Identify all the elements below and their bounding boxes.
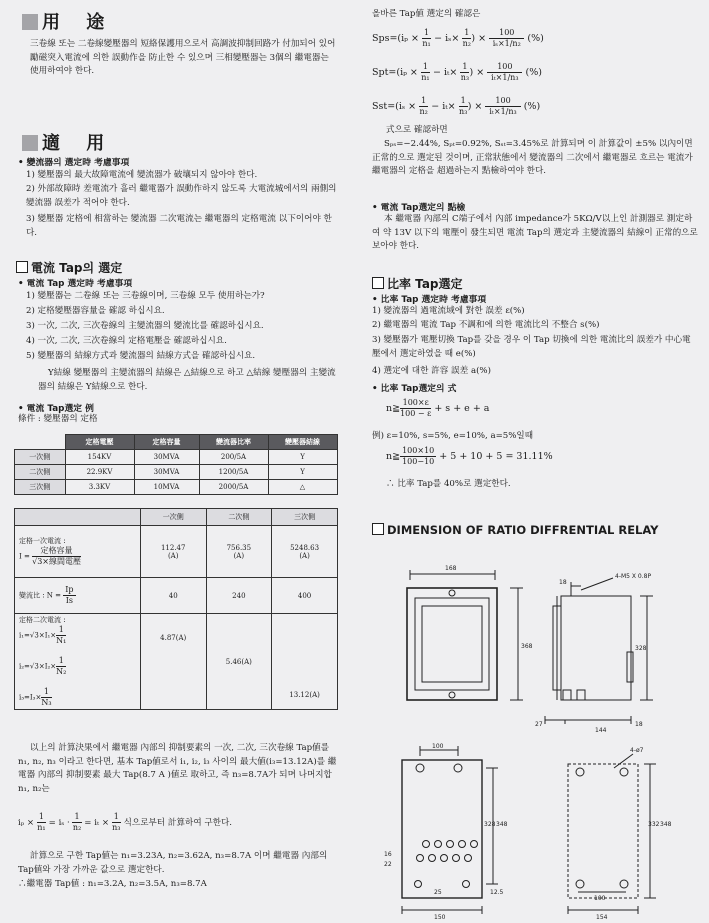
ct-item-2: 2) 外部故障時 差電流가 흘러 繼電器가 誤動作하지 않도록 大電流城에서의 兩側의 變流器 誤差가 적어야 한다. (26, 184, 337, 208)
bottom-paragraph-3: ∴繼電器 Tap値 : n₁=3.2A, n₂=3.5A, n₃=8.7A (18, 879, 207, 889)
dim-label: 27 (535, 721, 543, 728)
bottom-paragraph-1: 以上의 計算決果에서 繼電器 內部의 抑制要素의 一次, 二次, 三次卷線 Tap値를 n₁, n₂, n₃ 이라고 한다면, 基本 Tap値로서 i₁, i₂, i₃ 사이의 最大値(i₃=13.12A)를 繼電器 內部의 抑制要素 最大 Tap(8.7 A )値로 取하고, 즉 n₃=8.7A가 되며 나머지합 n₁, n₂는 (18, 743, 337, 794)
tap-example-heading: • 電流 Tap選定 例 (18, 404, 94, 414)
dim-label: 348 (660, 821, 672, 828)
ratio-item-2: 2) 繼電器의 電流 Tap 不調和에 의한 電流比의 不整合 s(%) (372, 320, 600, 330)
row-label: 定格一次電流 : (19, 537, 66, 545)
spt-formula: Spt=(iₚ × $\frac{1}{\text{n₁}}$ − iₜ× $\frac{1}{\text{n₃}}$ ) × $\frac{100}{\text{iₜ×1/n₃}}$ (%) (372, 62, 542, 82)
dim-label: 22 (384, 861, 392, 868)
tap-item-1: 1) 變壓器는 二卷線 또는 三卷線이며, 三卷線 모두 使用하는가? (26, 291, 265, 301)
section-title-ratio: 比率 Tap選定 (372, 275, 463, 292)
ratio-formula-heading: • 比率 Tap選定의 式 (372, 384, 457, 394)
col-header: 變流器比率 (199, 435, 268, 450)
dimension-title: DIMENSION OF RATIO DIFFRENTIAL RELAY (372, 523, 659, 537)
table-row: 一次側 154KV 30MVA 200/5A Y (15, 450, 338, 465)
col-header: 一次側 (140, 509, 206, 526)
section-title-tap: 電流 Tap의 選定 (16, 259, 122, 276)
current-calc-table (14, 508, 338, 710)
dim-label: 348 (496, 821, 508, 828)
table-row: 二次側 22.9KV 30MVA 1200/5A Y (15, 465, 338, 480)
tap-item-4: 4) 一次, 二次, 三次卷線의 定格電壓을 確認하십시요. (26, 336, 227, 346)
result-text: Sₚₛ=−2.44%, Sₚₜ=0.92%, Sₛₜ=3.45%로 計算되며 이 計算값이 ±5% 以內이면 正常的으로 選定된 것이며, 正常狀態에서 變流器의 二次에서 繼電器로 흐르는 電流가 繼電器의 定格을 超過하는지 點檢하여야 한다. (372, 139, 693, 176)
ratio-heading: • 比率 Tap 選定時 考慮事項 (372, 295, 487, 305)
section-title-apply: 適 用 (22, 129, 114, 155)
check-heading: • 電流 Tap選定의 點檢 (372, 203, 466, 213)
tap-item-3: 3) 一次, 二次, 三次卷線의 主變流器의 變流比를 確認하십시요. (26, 321, 264, 331)
tap-item-2: 2) 定格變壓器容量을 確認 하십시요. (26, 306, 165, 316)
sst-formula: Sst=(iₛ × $\frac{1}{\text{n₂}}$ − iₜ× $\frac{1}{\text{n₃}}$ ) × $\frac{100}{\text{iₜ×1/n₃}}$ (%) (372, 96, 541, 116)
tap-note: Y結線 變壓器의 主變流器의 結線은 △結線으로 하고 △結線 變壓器의 主變流器의 結線은 Y結線으로 한다. (38, 368, 336, 392)
dim-label: 168 (445, 565, 457, 572)
sps-formula: Sps=(iₚ × $\frac{1}{\text{n₁}}$ − iₛ× $\frac{1}{\text{n₂}}$ ) × $\frac{100}{\text{iₛ×1/n₂}}$ (%) (372, 28, 544, 48)
dim-label: 328 (484, 821, 496, 828)
dim-label: 25 (434, 889, 442, 896)
transformer-rating-table (14, 434, 338, 495)
dim-label: 18 (635, 721, 643, 728)
tap-heading: • 電流 Tap 選定時 考慮事項 (18, 279, 133, 289)
use-body: 三卷線 또는 二卷線變壓器의 短絡保護用으로서 高調波抑制回路가 付加되어 있어 勵磁突入電流에 의한 誤動作을 防止한 수 있으며 三相變壓器는 3個의 繼電器는 使用하여야 한다. (30, 39, 336, 76)
ratio-conclusion: ∴ 比率 Tap를 40%로 選定한다. (386, 479, 511, 489)
tap-condition: 條件 : 變壓器의 定格 (18, 414, 98, 424)
col-header: 二次側 (206, 509, 272, 526)
dim-label: 4-M5 X 0.8P (615, 573, 652, 580)
ratio-example: 例) ε=10%, s=5%, e=10%, a=5%일때 (372, 431, 534, 441)
tap-ratio-formula: iₚ × $\frac{1}{\text{n₁}}$ = iₛ · $\frac{1}{\text{n₂}}$ = iₜ × $\frac{1}{\text{n₃}}$ 식으로부터 計算하여 구한다. (18, 812, 232, 832)
col-header: 定格電壓 (65, 435, 134, 450)
table-row: 三次側 3.3KV 10MVA 2000/5A △ (15, 480, 338, 495)
relay-front-view-drawing (395, 560, 695, 740)
dim-label: 332 (648, 821, 660, 828)
section-title-use: 用 途 (22, 8, 114, 34)
dim-label: 368 (521, 643, 533, 650)
check-body: 本 繼電器 內部의 C端子에서 內部 impedance가 5KΩ/V以上인 計測器로 測定하여 약 13V 以下의 電壓이 發生되면 電流 Tap의 選定과 主變流器의 結線이 正常的으로 보아야 한다. (372, 214, 698, 251)
dim-label: 144 (595, 727, 607, 734)
col-header: 三次側 (272, 509, 338, 526)
dim-label: 150 (434, 914, 446, 920)
ct-select-heading: • 變流器의 選定時 考慮事項 (18, 158, 130, 168)
ratio-item-4: 4) 選定에 대한 許容 誤差 a(%) (372, 366, 491, 376)
dim-label: 100 (594, 895, 606, 902)
dim-label: 154 (596, 914, 608, 920)
table-row: 變流比 : N = $\frac{Ip}{Is}$ 40 240 400 (15, 578, 338, 614)
relay-rear-view-drawing (378, 742, 698, 920)
dim-label: 12.5 (490, 889, 504, 896)
dim-label: 328 (635, 645, 647, 652)
col-header: 變壓器結線 (268, 435, 337, 450)
ct-item-1: 1) 變壓器의 最大故障電流에 變流器가 破壤되지 않아야 한다. (26, 170, 258, 180)
ct-item-3: 3) 變壓器 定格에 相當하는 變流器 二次電流는 繼電器의 定格電流 以下이어야 한다. (26, 214, 332, 238)
intro-text: 올바른 Tap値 選定의 確認은 (372, 9, 481, 19)
dim-label: 16 (384, 851, 392, 858)
tap-item-5: 5) 變壓器의 結線方式과 變流器의 結線方式을 確認하십시요. (26, 351, 256, 361)
confirm-text: 式으로 確認하면 (386, 125, 448, 135)
table-row: 定格二次電流 : i₁=√3×I₁× $\frac{1}{\text{N₁}}$ i₂=√3×I₂× $\frac{1}{\text{N₂}}$ i₃=I₃× $\frac{1}{\text{N₃}}$ 4.87(A) 5.46(A) 13.12(A) (15, 614, 338, 710)
dim-label: 18 (559, 579, 567, 586)
dim-label: 4-ø7 (630, 747, 644, 754)
dim-label: 100 (432, 743, 444, 750)
ratio-item-1: 1) 變流器의 過電流域에 對한 誤差 ε(%) (372, 306, 525, 316)
col-header: 定格容量 (134, 435, 199, 450)
table-row: 定格一次電流 : I = $\frac{\text{定格容量}}{\text{√3×線間電壓}}$ 112.47 (A) 756.35 (A) 5248.63 (A) (15, 526, 338, 578)
ratio-item-3: 3) 變壓器가 電壓切換 Tap를 갖을 경우 이 Tap 切換에 의한 電流比의 誤差가 中心電壓에서 選定하였을 때 e(%) (372, 335, 691, 359)
ratio-example-formula: n≧ $\frac{100\times 10}{100-10}$ + 5 + 10 + 5 = 31.11% (386, 446, 553, 466)
bottom-paragraph-2: 計算으로 구한 Tap値는 n₁=3.23A, n₂=3.62A, n₃=8.7A 이며 繼電器 內部의 Tap値와 가장 가까운 값으로 選定한다. (18, 851, 328, 875)
ratio-formula: n≧ $\frac{100\times\varepsilon}{100 - \varepsilon}$ + s + e + a (386, 398, 490, 418)
